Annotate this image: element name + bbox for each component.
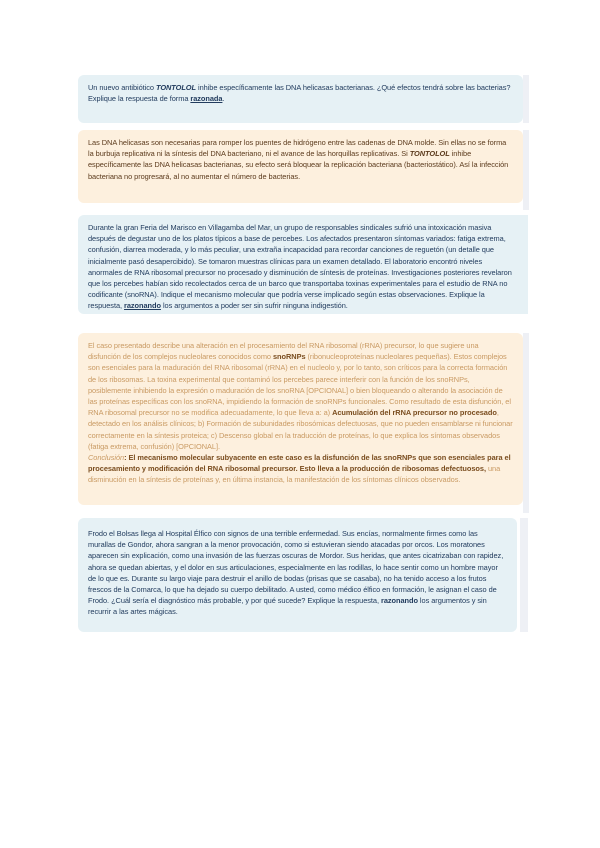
underlined-keyword: razonando (124, 301, 161, 311)
answer-card-seafood-fair (78, 333, 523, 505)
text-segment: inhibe específicamente las DNA helicasas bacterianas. ¿Qué efectos tendrá sobre las bacterias? Explique la respuesta de forma (88, 83, 511, 104)
drug-name-emphasis: TONTOLOL (155, 83, 196, 92)
text-segment: Frodo el Bolsas llega al Hospital Élfico con signos de una terrible enfermedad. Sus encías, normalmente firmes como las murallas de Gondor, ahora sangran a la menor provocación, como si estuvieran siendo atacadas por orcos. Los moratones aparecen sin explicación, como una invasión de las fuerzas oscuras de Mordor. Sus heridas, que antes cicatrizaban con rapidez, ahora se quedan abiertas, y el dolor en sus articulaciones, especialmente en las rodillas, lo hace sentir como un hombre mayor de lo que es. Durante su largo viaje para destruir el anillo de bodas (prisas que se casaba), no ha tenido acceso a los frutos frescos de la Comarca, lo que ha dejado su cuerpo debilitado. A usted, como médico élfico en formación, le asignan el caso de Frodo. ¿Cuál sería el diagnóstico más probable, y por qué sucede? Explique la respuesta, (88, 529, 504, 606)
bold-conclusion: : El mecanismo molecular subyacente en este caso es la disfunción de las snoRNPs que son esenciales para el procesamiento y modificación del RNA ribosomal precursor. Esto lleva a la producción de ribosomas defectuosos, (88, 453, 511, 474)
answer-text (88, 137, 513, 182)
text-segment: , detectado en los análisis clínicos; b) Formación de subunidades ribosómicas defectuosas, que no pueden ensamblarse ni funcionar correctamente en la síntesis proteica; c) Descenso global en la traducción de proteínas, lo que explica los síntomas observados (fatiga extrema, confusión) [OPCIONAL]. (88, 408, 513, 451)
bold-text-segment: inhibe específicamente las DNA helicasas bacterianas, su efecto será bloquear la replicación bacteriana (bacteriostático). Así la infección bacteriana no progresará, al no aumentar el número de bacterias. (88, 149, 509, 181)
question-text (88, 82, 513, 104)
question-text (88, 528, 507, 618)
bold-keyword: Acumulación del rRNA precursor no procesado (332, 408, 497, 418)
text-segment: Las DNA helicasas son necesarias para romper los puentes de hidrógeno entre las cadenas de DNA molde. Sin ellas no se forma la burbuja replicativa ni la síntesis del DNA bacteriano, ni el avance de las horquillas replicativas. Si (88, 138, 507, 159)
scrollbar-track[interactable] (520, 518, 528, 632)
scrollbar-track[interactable] (523, 75, 529, 123)
bold-keyword: snoRNPs (273, 352, 306, 362)
text-segment: . (222, 94, 225, 104)
question-card-antibiotic (78, 75, 523, 123)
text-segment: una disminución en la síntesis de proteínas y, en última instancia, la manifestación de los síntomas clínicos observados. (88, 464, 501, 485)
text-segment: Durante la gran Feria del Marisco en Villagamba del Mar, un grupo de responsables sindicales sufrió una intoxicación masiva después de degustar uno de los platos típicos a base de percebes. Los afectados presentaron síntomas variados: fatiga extrema, confusión, diarrea moderada, y lo más peculiar, una extraña incapacidad para recordar canciones de reguetón (un detalle que inicialmente pasó desapercibido). Se tomaron muestras clínicas para un examen detallado. El laboratorio encontró niveles anormales de RNA ribosomal precursor no procesado y disminución de síntesis de proteínas. Investigaciones posteriores revelaron que los percebes habían sido recolectados cerca de un barco que transportaba toxinas experimentales para el estudio de RNA no codificante (snoRNA). Indique el mecanismo molecular que podría verse implicado según estas observaciones. Explique la respuesta, (88, 223, 512, 311)
answer-text (88, 340, 513, 452)
question-text (88, 222, 518, 312)
question-card-seafood-fair (78, 215, 528, 314)
text-segment: los argumentos y sin recurrir a las artes mágicas. (88, 596, 487, 617)
underlined-keyword: razonada (190, 94, 223, 104)
text-segment: (ribonucleoproteínas nucleolares pequeñas). Estos complejos son esenciales para la maduración del RNA ribosomal (rRNA) en el nucleolo y, por lo tanto, son críticos para la correcta formación de los ribosomas. La toxina experimental que contaminó los percebes parece interferir con la función de los snoRNPs, posiblemente inhibiendo la expresión o maduración de los snoRNA [OPCIONAL] o bien bloqueando o alterando la asociación de las proteínas específicas con los snoRNA, impidiendo la formación de snoRNPs funcionales. Como resultado de esta disfunción, el RNA ribosomal precursor no se modifica adecuadamente, lo que lleva a: a) (88, 352, 511, 418)
text-segment: Un nuevo antibiótico (88, 83, 156, 92)
drug-name-emphasis: TONTOLOL (409, 149, 450, 159)
scrollbar-track[interactable] (523, 333, 529, 513)
bold-keyword: razonando (381, 596, 418, 606)
scrollbar-track[interactable] (523, 130, 529, 210)
question-card-frodo (78, 518, 517, 632)
answer-card-antibiotic (78, 130, 523, 203)
text-segment: los argumentos a poder ser sin sufrir ninguna indigestión. (160, 301, 348, 311)
conclusion-label: Conclusión (88, 453, 125, 463)
conclusion-text (88, 452, 513, 486)
text-segment: El caso presentado describe una alteración en el procesamiento del RNA ribosomal (rRNA) precursor, lo que sugiere una disfunción de los complejos nucleolares conocidos como (88, 341, 479, 362)
